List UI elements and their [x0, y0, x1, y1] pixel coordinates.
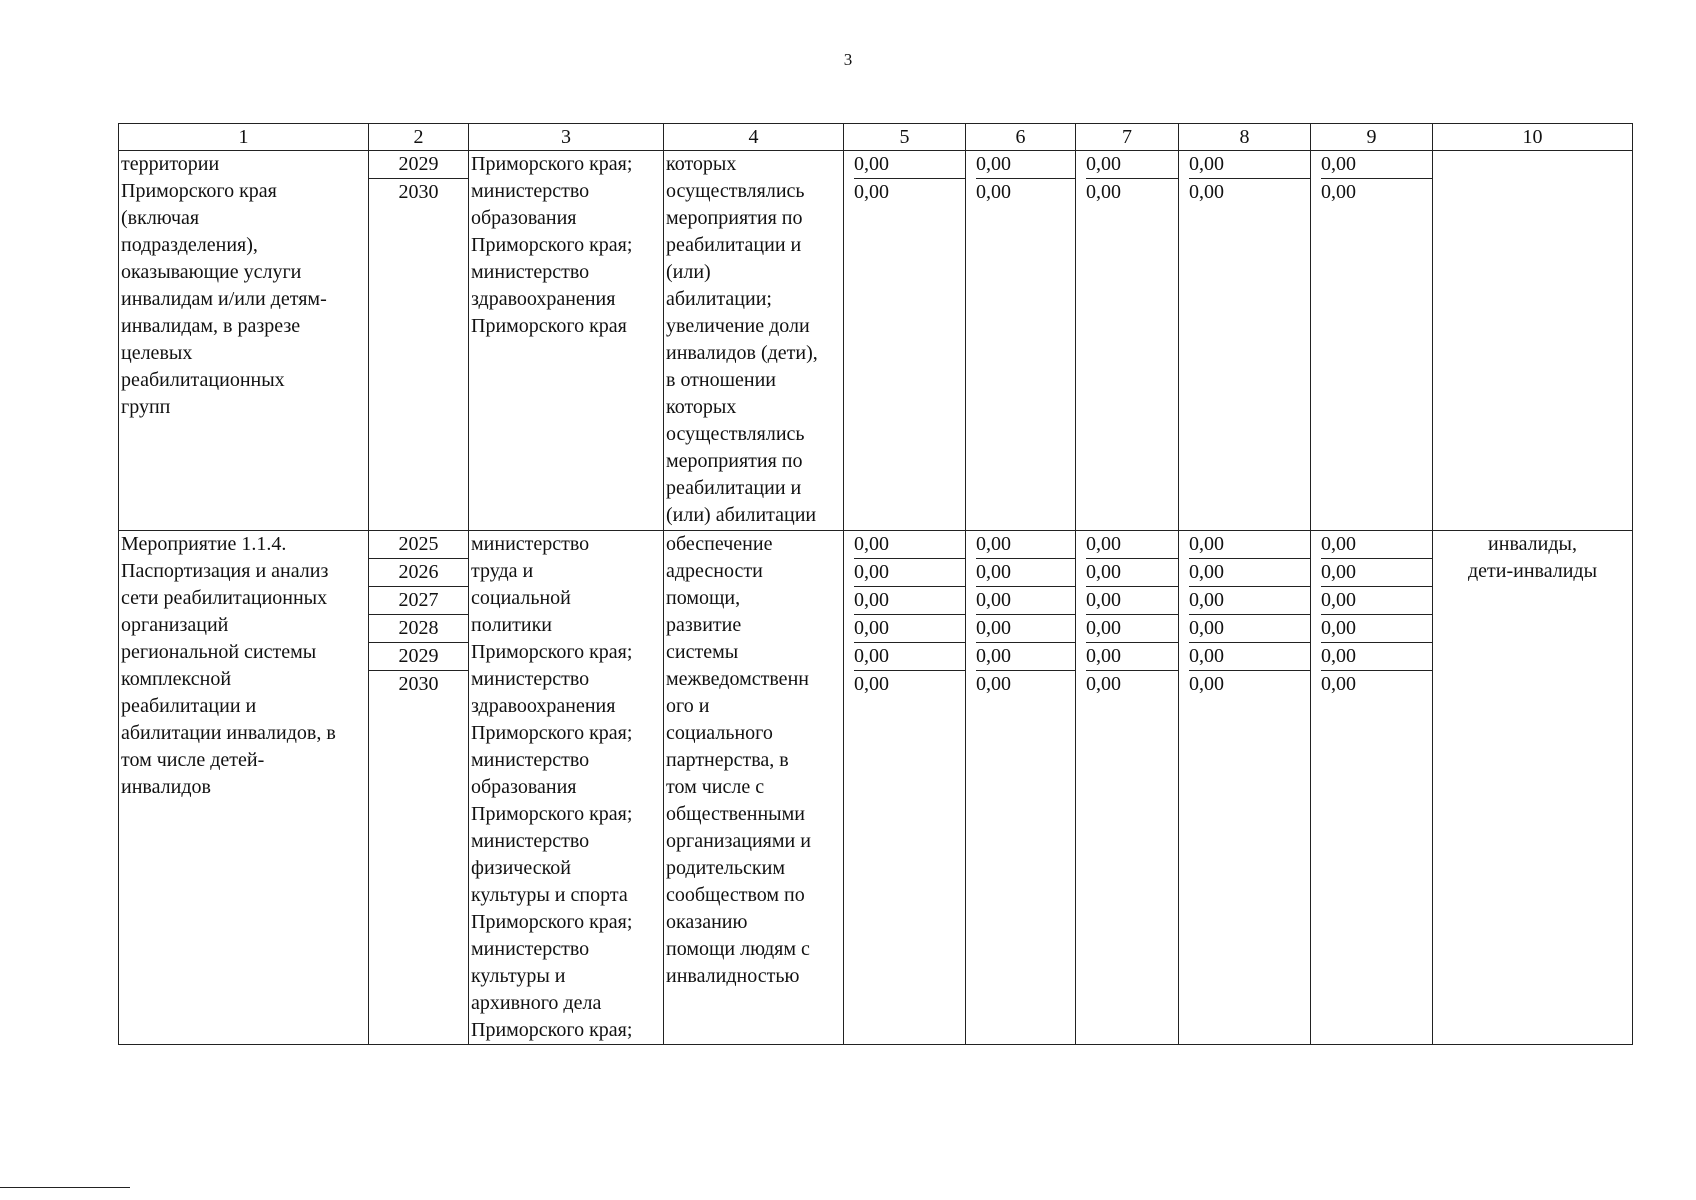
value: 0,00 [854, 151, 965, 179]
value: 0,00 [1189, 181, 1224, 203]
header-cell: 9 [1311, 124, 1433, 151]
table-row [119, 531, 1633, 1045]
value: 0,00 [1321, 559, 1432, 587]
value: 0,00 [976, 151, 1075, 179]
year-value: 2029 [369, 151, 468, 179]
value-cell [1076, 151, 1179, 531]
year-value: 2029 [369, 643, 468, 671]
value: 0,00 [1086, 531, 1178, 559]
result-cell: которых осуществлялись мероприятия по реабилитации и (или) абилитации; увеличение доли инвалидов (дети), в отношении которых осуществлялись мероприятия по реабилитации и (или) абилитации [664, 151, 844, 531]
header-cell: 2 [369, 124, 469, 151]
value: 0,00 [1086, 559, 1178, 587]
activity-name-cell: территории Приморского края (включая подразделения), оказывающие услуги инвалидам и/или детям- инвалидам, в разрезе целевых реабилитационных групп [119, 151, 369, 531]
table-row [119, 151, 1633, 531]
value: 0,00 [854, 559, 965, 587]
value: 0,00 [1086, 181, 1121, 203]
value: 0,00 [976, 181, 1011, 203]
activity-name-cell: Мероприятие 1.1.4. Паспортизация и анализ сети реабилитационных организаций региональной системы комплексной реабилитации и абилитации инвалидов, в том числе детей- инвалидов [119, 531, 369, 1045]
value-cell [1311, 531, 1433, 1045]
value: 0,00 [1189, 673, 1224, 695]
value: 0,00 [976, 673, 1011, 695]
value-cell [1076, 531, 1179, 1045]
value: 0,00 [854, 531, 965, 559]
value: 0,00 [1189, 643, 1310, 671]
value: 0,00 [1086, 643, 1178, 671]
value: 0,00 [1321, 181, 1356, 203]
year-value: 2028 [369, 615, 468, 643]
year-value: 2030 [398, 181, 439, 203]
header-cell: 3 [469, 124, 664, 151]
page-number: 3 [843, 50, 853, 69]
header-row [119, 124, 1633, 151]
year-value: 2026 [369, 559, 468, 587]
footnote-separator [0, 1187, 130, 1188]
value-cell [1179, 151, 1311, 531]
header-cell: 5 [844, 124, 966, 151]
header-cell: 7 [1076, 124, 1179, 151]
year-cell [369, 531, 469, 1045]
header-cell: 8 [1179, 124, 1311, 151]
value: 0,00 [976, 531, 1075, 559]
executor-cell: министерство труда и социальной политики Приморского края; министерство здравоохранения Приморского края; министерство образования Приморского края; министерство физической культуры и спорта Приморского края; министерство культуры и архивного дела Приморского края; [469, 531, 664, 1045]
value-cell [966, 151, 1076, 531]
program-table [118, 123, 1633, 1045]
year-cell [369, 151, 469, 531]
value: 0,00 [854, 181, 889, 203]
target-group-cell: инвалиды, дети-инвалиды [1433, 531, 1633, 1045]
value: 0,00 [1321, 151, 1432, 179]
value: 0,00 [1189, 151, 1310, 179]
value: 0,00 [1189, 615, 1310, 643]
value: 0,00 [1321, 531, 1432, 559]
target-group-cell [1433, 151, 1633, 531]
value: 0,00 [1321, 587, 1432, 615]
value: 0,00 [1086, 151, 1178, 179]
value: 0,00 [1086, 587, 1178, 615]
value: 0,00 [1189, 531, 1310, 559]
header-cell: 1 [119, 124, 369, 151]
value: 0,00 [1321, 615, 1432, 643]
value: 0,00 [854, 587, 965, 615]
value-cell [966, 531, 1076, 1045]
executor-cell: Приморского края; министерство образования Приморского края; министерство здравоохранения Приморского края [469, 151, 664, 531]
value: 0,00 [1321, 643, 1432, 671]
year-value: 2027 [369, 587, 468, 615]
header-cell: 6 [966, 124, 1076, 151]
value: 0,00 [1086, 673, 1121, 695]
value-cell [844, 151, 966, 531]
value: 0,00 [854, 643, 965, 671]
header-cell: 10 [1433, 124, 1633, 151]
year-value: 2030 [398, 673, 439, 695]
value: 0,00 [976, 643, 1075, 671]
value: 0,00 [1189, 587, 1310, 615]
year-value: 2025 [369, 531, 468, 559]
value: 0,00 [976, 615, 1075, 643]
value: 0,00 [854, 615, 965, 643]
result-cell: обеспечение адресности помощи, развитие системы межведомственн ого и социального партнерства, в том числе с общественными организациями и родительским сообществом по оказанию помощи людям с инвалидностью [664, 531, 844, 1045]
value: 0,00 [1321, 673, 1356, 695]
value: 0,00 [1189, 559, 1310, 587]
value: 0,00 [1086, 615, 1178, 643]
value-cell [1311, 151, 1433, 531]
header-cell: 4 [664, 124, 844, 151]
value: 0,00 [976, 587, 1075, 615]
value-cell [1179, 531, 1311, 1045]
value: 0,00 [976, 559, 1075, 587]
value: 0,00 [854, 673, 889, 695]
value-cell [844, 531, 966, 1045]
